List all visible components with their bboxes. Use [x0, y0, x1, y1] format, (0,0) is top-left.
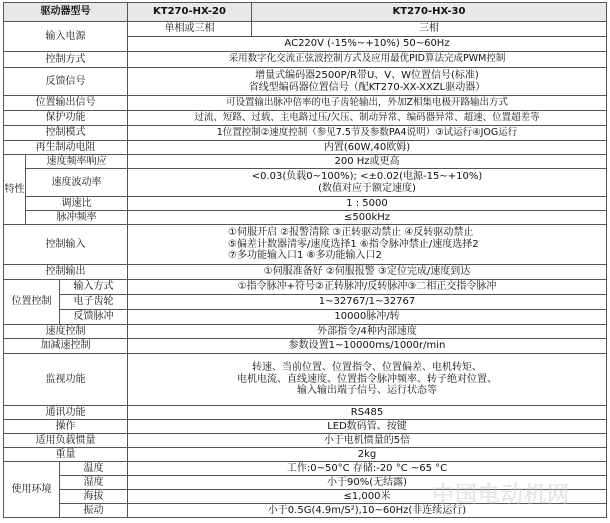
value-speed-response: 200 Hz或更高	[128, 155, 607, 169]
value-input-mode: ①指令脉冲+符号②正转脉冲/反转脉冲③二相正交指令脉冲	[128, 280, 607, 295]
feedback-line-2: 省线型编码器位置信号（配KT270-XX-XXZL驱动器）	[248, 81, 486, 93]
spec-table	[3, 2, 607, 518]
row-accel-control	[4, 339, 607, 354]
row-protection	[4, 111, 607, 126]
value-control-method: 采用数字化交流正弦波控制方式及应用最优PID算法完成PWM控制	[128, 52, 607, 68]
input-power-voltage: AC220V (-15%~+10%) 50~60Hz	[128, 37, 607, 52]
header-model-20: KT270-HX-20	[128, 3, 252, 22]
row-input-mode	[4, 280, 607, 295]
row-pulse-freq	[4, 211, 607, 225]
value-humidity: 小于90%(无结露)	[128, 476, 607, 490]
monitor-line-1: 转速、当前位置、位置指令、位置偏差、电机转矩、	[252, 362, 482, 374]
row-speed-ratio	[4, 197, 607, 211]
header-title: 驱动器型号	[4, 3, 128, 22]
row-monitor	[4, 354, 607, 406]
label-control-input: 控制输入	[4, 225, 128, 265]
input-power-model-30: 三相	[252, 22, 607, 37]
label-gear: 电子齿轮	[60, 295, 128, 310]
value-load-inertia: 小于电机惯量的5倍	[128, 434, 607, 448]
control-input-line-1: ①伺服开启 ②报警清除 ③正转驱动禁止 ④反转驱动禁止	[228, 227, 474, 239]
value-operation: LED数码管、按键	[128, 420, 607, 434]
control-input-line-3: ⑦多功能输入口1 ⑧多功能输入口2	[228, 250, 382, 262]
value-monitor	[128, 354, 607, 406]
value-control-mode: 1位置控制②速度控制（参见7.5节及参数PA4说明）③试运行④JOG运行	[128, 126, 607, 141]
row-control-output	[4, 265, 607, 280]
label-speed-fluct: 速度波动率	[26, 169, 128, 197]
speed-fluct-line-2: (数值对应于额定速度)	[318, 182, 416, 194]
label-operation: 操作	[4, 420, 128, 434]
speed-fluct-line-1: <0.03(负载0~100%); <±0.02(电源-15~+10%)	[251, 171, 483, 182]
value-feedback	[128, 68, 607, 96]
group-position-control: 位置控制	[4, 280, 60, 325]
value-weight: 2kg	[128, 448, 607, 462]
label-humidity: 湿度	[60, 476, 128, 490]
monitor-line-2: 电机电流、直线速度、位置指令脉冲频率、转子绝对位置、	[237, 373, 497, 385]
label-pulse-freq: 脉冲频率	[26, 211, 128, 225]
label-position-output: 位置输出信号	[4, 96, 128, 111]
value-position-output: 可设置输出脉冲倍率的电子齿轮输出，外加Z相集电极开路输出方式	[128, 96, 607, 111]
value-fb-pulse: 10000脉冲/转	[128, 310, 607, 325]
control-input-line-2: ⑤偏差计数器清零/速度选择1 ⑥指令脉冲禁止/速度选择2	[228, 238, 479, 250]
value-accel-control: 参数设置1~10000ms/1000r/min	[128, 339, 607, 354]
value-regen-brake: 内置(60W,40欧姆)	[128, 141, 607, 155]
label-speed-response: 速度频率响应	[26, 155, 128, 169]
value-control-input	[128, 225, 607, 265]
label-feedback: 反馈信号	[4, 68, 128, 96]
row-speed-response	[4, 155, 607, 169]
row-control-method	[4, 52, 607, 68]
feedback-line-1: 增量式编码器2500P/R带U、V、W位置信号(标准)	[255, 70, 479, 81]
row-input-power	[4, 22, 607, 37]
row-control-mode	[4, 126, 607, 141]
row-fb-pulse	[4, 310, 607, 325]
row-regen-brake	[4, 141, 607, 155]
label-speed-ratio: 调速比	[26, 197, 128, 211]
row-temperature	[4, 462, 607, 476]
value-protection: 过流、短路、过载、主电路过压/欠压、制动异常、编码器异常、超速、位置超差等	[128, 111, 607, 126]
row-speed-control	[4, 325, 607, 339]
label-input-mode: 输入方式	[60, 280, 128, 295]
label-comm: 通讯功能	[4, 406, 128, 420]
label-control-method: 控制方式	[4, 52, 128, 68]
label-input-power: 输入电源	[4, 22, 128, 52]
label-regen-brake: 再生制动电阻	[4, 141, 128, 155]
row-gear	[4, 295, 607, 310]
header-row	[4, 3, 607, 22]
label-load-inertia: 适用负载惯量	[4, 434, 128, 448]
value-gear: 1~32767/1~32767	[128, 295, 607, 310]
row-feedback	[4, 68, 607, 96]
value-control-output: ①伺服准备好 ②伺服报警 ③定位完成/速度到达	[128, 265, 607, 280]
label-protection: 保护功能	[4, 111, 128, 126]
row-speed-fluct	[4, 169, 607, 197]
input-power-model-20: 单相或三相	[128, 22, 252, 37]
row-control-input	[4, 225, 607, 265]
label-accel-control: 加减速控制	[4, 339, 128, 354]
value-altitude: ≤1,000米	[128, 490, 607, 504]
label-fb-pulse: 反馈脉冲	[60, 310, 128, 325]
label-control-output: 控制输出	[4, 265, 128, 280]
label-weight: 重量	[4, 448, 128, 462]
value-speed-ratio: 1 : 5000	[128, 197, 607, 211]
row-position-output	[4, 96, 607, 111]
row-load-inertia	[4, 434, 607, 448]
group-feature: 特性	[4, 155, 26, 225]
value-temperature: 工作:0~50°C 存储:-20 °C ~65 °C	[128, 462, 607, 476]
row-comm	[4, 406, 607, 420]
label-speed-control: 速度控制	[4, 325, 128, 339]
label-vibration: 振动	[60, 504, 128, 518]
value-pulse-freq: ≤500kHz	[128, 211, 607, 225]
row-weight	[4, 448, 607, 462]
header-model-30: KT270-HX-30	[252, 3, 607, 22]
value-speed-fluct	[128, 169, 607, 197]
label-temperature: 温度	[60, 462, 128, 476]
value-speed-control: 外部指令/4种内部速度	[128, 325, 607, 339]
watermark-logo: 中国电动机网	[431, 483, 570, 508]
monitor-line-3: 输入输出端子信号、运行状态等	[297, 385, 437, 397]
label-monitor: 监视功能	[4, 354, 128, 406]
row-operation	[4, 420, 607, 434]
label-altitude: 海拔	[60, 490, 128, 504]
value-vibration: 小于0.5G(4.9m/S²),10~60Hz(非连续运行)	[128, 504, 607, 518]
label-control-mode: 控制模式	[4, 126, 128, 141]
value-comm: RS485	[128, 406, 607, 420]
group-environment: 使用环境	[4, 462, 60, 518]
